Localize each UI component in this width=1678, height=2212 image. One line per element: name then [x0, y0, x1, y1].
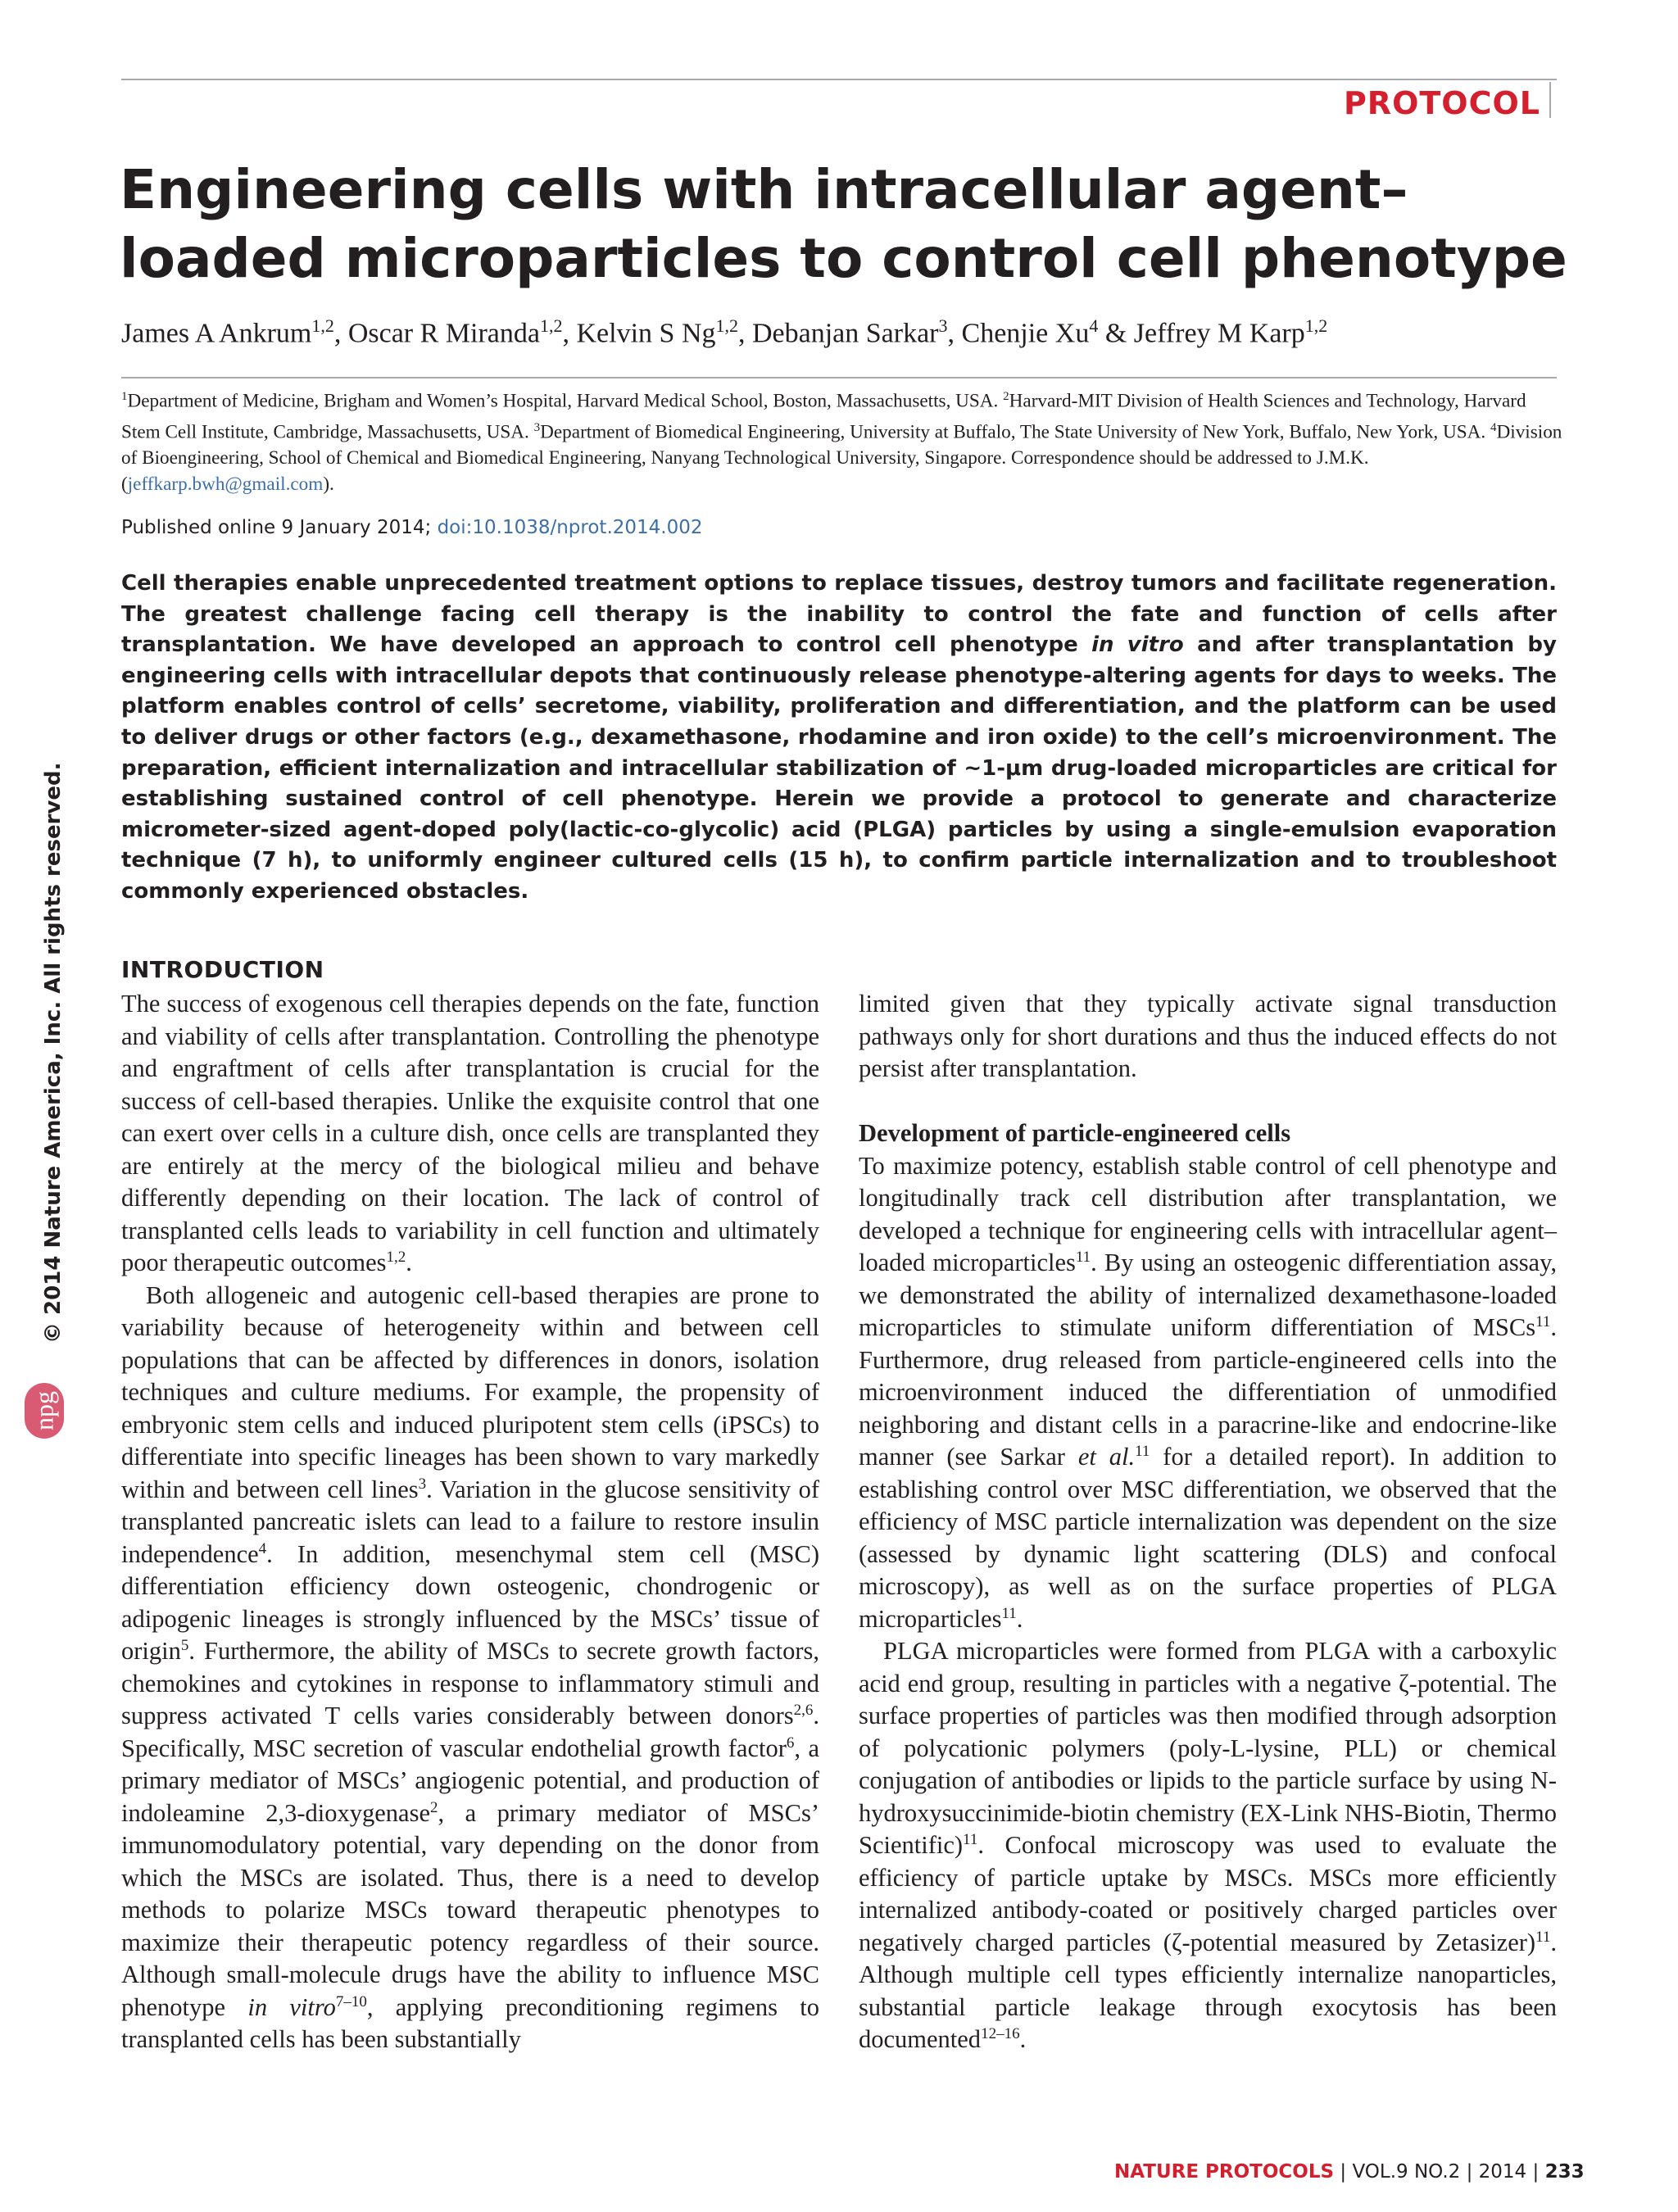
- npg-logo-icon: [25, 1383, 64, 1439]
- published-date: Published online 9 January 2014;: [121, 517, 438, 538]
- affiliation-number: 3: [533, 420, 541, 434]
- left-column: [121, 988, 819, 2056]
- abstract-italic: in vitro: [1091, 632, 1184, 658]
- citation: 11: [1535, 1312, 1551, 1330]
- paragraph-text: . Furthermore, drug released from particle-engineered cells into the microenvironment induced the differentiation of unmodified neighboring and distant cells in a paracrine-like and endocrine-like manner (see Sarkar: [859, 1313, 1557, 1471]
- author-name: Oscar R Miranda: [347, 318, 540, 349]
- paragraph-text: .: [1016, 1604, 1023, 1633]
- paragraph-text: The success of exogenous cell therapies depends on the fate, function and viability of cells after transplantation. Controlling the phenotype and engraftment of cells after transplantation is crucial for the success of cell-based therapies. Unlike the exquisite control that one can exert over cells in a culture dish, once cells are transplanted they are entirely at the mercy of the biological milieu and behave differently depending on their location. The lack of control of transplanted cells leads to variability in cell function and ultimately poor therapeutic outcomes: [121, 990, 819, 1276]
- author-separator: ,: [333, 318, 348, 349]
- affiliation-rule: [121, 377, 1557, 378]
- page-footer: [1114, 2161, 1585, 2183]
- paragraph-text: . Furthermore, the ability of MSCs to secrete growth factors, chemokines and cytokines in response to inflammatory stimuli and suppress activated T cells varies considerably between donors: [121, 1637, 819, 1729]
- affiliation-text: Department of Medicine, Brigham and Women’s Hospital, Harvard Medical School, Boston, Massachusetts, USA.: [127, 390, 1004, 412]
- publication-info: [121, 514, 703, 541]
- copyright-text: © 2014 Nature America, Inc. All rights reserved.: [41, 762, 66, 1344]
- author-affiliation: 1,2: [311, 315, 334, 336]
- publication-year: 2014: [1478, 2161, 1527, 2183]
- paragraph-text: .: [1019, 2025, 1027, 2053]
- paragraph-italic: et al.: [1077, 1443, 1136, 1471]
- paragraph-text: Both allogeneic and autogenic cell-based therapies are prone to variability because of heterogeneity within and between cell populations that can be affected by differences in donors, isolation techniques and culture mediums. For example, the propensity of embryonic stem cells and induced pluripotent stem cells (iPSCs) to differentiate into specific lineages has been shown to vary markedly within and between cell lines: [121, 1281, 819, 1503]
- affiliation-text: Department of Biomedical Engineering, University at Buffalo, The State University of New York, Buffalo, New York, USA.: [540, 421, 1490, 443]
- author-name: Debanjan Sarkar: [752, 318, 939, 349]
- paragraph-text: for a detailed report). In addition to establishing control over MSC differentiation, we observed that the efficiency of MSC particle internalization was dependent on the size (assessed by dynamic light scattering (DLS) and confocal microscopy), as well as on the surface properties of PLGA microparticles: [859, 1443, 1557, 1633]
- author-affiliation: 1,2: [1304, 315, 1328, 336]
- right-column: [859, 988, 1557, 2056]
- author-affiliation: 3: [938, 315, 948, 336]
- author-separator: ,: [738, 318, 752, 349]
- citation: 11: [1001, 1604, 1017, 1622]
- citation: 4: [258, 1539, 267, 1557]
- correspondence-email-link[interactable]: jeffkarp.bwh@gmail.com: [127, 474, 324, 496]
- abstract-text: Cell therapies enable unprecedented treatment options to replace tissues, destroy tumors and facilitate regeneration. The greatest challenge facing cell therapy is the inability to control the fate and function of cells after transplantation. We have developed an approach to control cell phenotype: [121, 571, 1557, 658]
- paragraph: [121, 988, 819, 1280]
- correspondence-text: ).: [323, 474, 334, 496]
- header-rule: [121, 79, 1557, 80]
- author-affiliation: 4: [1089, 315, 1099, 336]
- section-heading-introduction: INTRODUCTION: [121, 956, 324, 983]
- npg-logo-text: npg: [29, 1391, 59, 1430]
- journal-name: NATURE PROTOCOLS: [1114, 2161, 1335, 2183]
- paragraph-text: , applying preconditioning regimens to transplanted cells has been substantially: [121, 1992, 819, 2053]
- paragraph-text: PLGA microparticles were formed from PLGA with a carboxylic acid end group, resulting in particles with a negative ζ-potential. The surface properties of particles was then modified through adsorption of polycationic polymers (poly-L-lysine, PLL) or chemical conjugation of antibodies or lipids to the particle surface by using N-hydroxysuccinimide-biotin chemistry (EX-Link NHS-Biotin, Thermo Scientific): [859, 1637, 1557, 1859]
- author-name: Chenjie Xu: [961, 318, 1090, 349]
- doi-link[interactable]: doi:10.1038/nprot.2014.002: [437, 517, 703, 538]
- paragraph-text: , a primary mediator of MSCs’ angiogenic potential, and production of indoleamine 2,3-dioxygenase: [121, 1734, 819, 1827]
- volume-issue: VOL.9 NO.2: [1352, 2161, 1461, 2183]
- paragraph: limited given that they typically activate signal transduction pathways only for short durations and thus the induced effects do not persist after transplantation.: [859, 990, 1557, 1082]
- paragraph-text: . Confocal microscopy was used to evaluate the efficiency of particle uptake by MSCs. MSCs more efficiently internalized antibody-coated or positively charged particles over negatively charged particles (ζ-potential measured by Zetasizer): [859, 1831, 1557, 1956]
- affiliation-number: 1: [121, 390, 128, 403]
- footer-separator: |: [1526, 2161, 1545, 2183]
- footer-separator: |: [1334, 2161, 1353, 2183]
- paragraph-text: . Although multiple cell types efficiently internalize nanoparticles, substantial particle leakage through exocytosis has been documented: [859, 1928, 1557, 2053]
- paragraph-text: .: [406, 1249, 412, 1276]
- citation: 3: [418, 1475, 427, 1493]
- affiliation-text: Division of Bioengineering, School of Chemical and Biomedical Engineering, Nanyang Technological University, Singapore.: [121, 421, 1562, 469]
- page-number: 233: [1544, 2161, 1585, 2183]
- subsection-heading: Development of particle-engineered cells: [859, 1119, 1291, 1147]
- author-affiliation: 1,2: [540, 315, 563, 336]
- author-separator: &: [1098, 318, 1134, 349]
- abstract: [121, 569, 1557, 908]
- correspondence-text: Correspondence should be addressed to J.M.K. (: [121, 447, 1369, 496]
- citation: 11: [963, 1830, 978, 1848]
- citation: 11: [1535, 1928, 1551, 1946]
- paragraph-text: . Specifically, MSC secretion of vascular endothelial growth factor: [121, 1702, 819, 1762]
- citation: 12–16: [981, 2024, 1020, 2042]
- author-name: Jeffrey M Karp: [1133, 318, 1305, 349]
- citation: 7–10: [335, 1992, 367, 2010]
- abstract-text: and after transplantation by engineering cells with intracellular depots that continuously release phenotype-altering agents for days to weeks. The platform enables control of cells’ secretome, viability, proliferation and differentiation, and the platform can be used to deliver drugs or other factors (e.g., dexamethasone, rhodamine and iron oxide) to the cell’s microenvironment. The preparation, efficient internalization and intracellular stabilization of ~1-μm drug-loaded microparticles are critical for establishing sustained control of cell phenotype. Herein we provide a protocol to generate and characterize micrometer-sized agent-doped poly(lactic-co-glycolic) acid (PLGA) particles by using a single-emulsion evaporation technique (7 h), to uniformly engineer cultured cells (15 h), to confirm particle internalization and to troubleshoot commonly experienced obstacles.: [121, 632, 1557, 904]
- affiliation-number: 4: [1490, 420, 1497, 434]
- author-separator: ,: [947, 318, 962, 349]
- section-label-bar: [1549, 82, 1551, 118]
- paragraph-italic: in vitro: [247, 1992, 336, 2021]
- section-label: PROTOCOL: [1343, 85, 1540, 121]
- paragraph-text: . By using an osteogenic differentiation assay, we demonstrated the ability of internalized dexamethasone-loaded microparticles to stimulate uniform differentiation of MSCs: [859, 1249, 1557, 1341]
- affiliation-text: Harvard-MIT Division of Health Sciences and Technology, Harvard Stem Cell Institute, Cambridge, Massachusetts, USA.: [121, 390, 1526, 443]
- citation: 2,6: [793, 1701, 814, 1719]
- citation: 11: [1135, 1442, 1150, 1460]
- paragraph: [859, 1635, 1557, 2056]
- footer-separator: |: [1460, 2161, 1479, 2183]
- paragraph-text: , a primary mediator of MSCs’ immunomodulatory potential, vary depending on the donor from which the MSCs are isolated. Thus, there is a need to develop methods to polarize MSCs toward therapeutic phenotypes to maximize their therapeutic potency regardless of their source. Although small-molecule drugs have the ability to influence MSC phenotype: [121, 1798, 819, 2021]
- paragraph-text: To maximize potency, establish stable control of cell phenotype and longitudinally track cell distribution after transplantation, we developed a technique for engineering cells with intracellular agent–loaded microparticles: [859, 1151, 1557, 1276]
- author-name: Kelvin S Ng: [576, 318, 716, 349]
- paragraph: [121, 1280, 819, 2056]
- article-title: Engineering cells with intracellular agent–loaded microparticles to control cell phenotype: [120, 158, 1567, 290]
- affiliation-number: 2: [1003, 390, 1009, 403]
- citation: 6: [786, 1734, 795, 1752]
- citation: 5: [180, 1636, 189, 1654]
- author-separator: ,: [562, 318, 577, 349]
- citation: 1,2: [386, 1248, 406, 1266]
- paragraph-text: . Variation in the glucose sensitivity of transplanted pancreatic islets can lead to a failure to restore insulin independence: [121, 1475, 819, 1568]
- author-name: James A Ankrum: [121, 318, 312, 349]
- paragraph: [859, 1150, 1557, 1636]
- citation: 2: [430, 1798, 438, 1816]
- affiliations: [121, 383, 1563, 497]
- paragraph-text: . In addition, mesenchymal stem cell (MSC) differentiation efficiency down osteogenic, chondrogenic or adipogenic lineages is strongly influenced by the MSCs’ tissue of origin: [121, 1539, 819, 1665]
- author-affiliation: 1,2: [715, 315, 738, 336]
- citation: 11: [1075, 1248, 1091, 1266]
- author-list: [121, 308, 1327, 351]
